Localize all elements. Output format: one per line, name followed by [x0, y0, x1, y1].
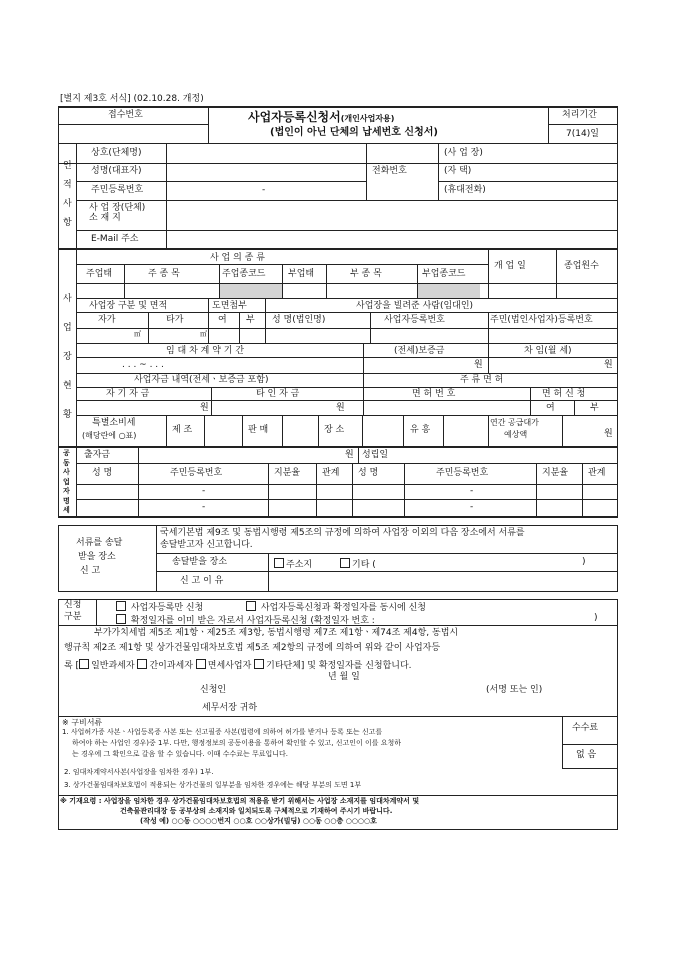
sub-code-shade: [418, 283, 480, 298]
resident-number-separator: -: [262, 185, 266, 195]
place-label: 장 소: [324, 425, 345, 435]
divider: [204, 415, 205, 446]
application-date: 년 월 일: [328, 672, 360, 682]
divider: [148, 312, 149, 343]
funds-header: 사업자금 내역(전세ㆍ보증금 포함): [134, 375, 269, 385]
divider: [58, 124, 208, 125]
divider: [239, 312, 240, 343]
address-option[interactable]: 주소지: [274, 558, 312, 570]
divider: [562, 716, 563, 768]
main-type-label: 주업태: [86, 269, 113, 279]
excise-label-line1: 특별소비세: [92, 418, 136, 428]
business-type-header: 사 업 의 종 류: [210, 253, 265, 263]
application-body-line3: 록 [ 일반과세자 간이과세자 면세사업자 기타단체] 및 확정일자를 신청합니다.: [64, 661, 412, 671]
license-number-label: 면 허 번 호: [412, 389, 456, 399]
checkbox-icon[interactable]: [254, 659, 264, 669]
title-suffix: (개인사업자용): [340, 114, 395, 123]
divider: [76, 143, 77, 248]
application-body-line1: 부가가치세법 제5조 제1항ㆍ제25조 제3항, 동법시행령 제7조 제1항ㆍ제74조 제4항, 동법시: [94, 628, 459, 638]
other-close-paren: ): [582, 557, 586, 567]
form-number-label: [별지 제3호 서식] (02.10.28. 개정): [60, 94, 204, 104]
partner-name-label: 성 명: [92, 468, 113, 478]
sale-label: 판 매: [248, 425, 269, 435]
divider: [58, 516, 618, 518]
application-body-line2: 행규칙 제2조 제1항 및 상가건물임대차보호법 제5조 제2항의 규정에 의하여 위와 같이 사업자등: [64, 643, 441, 653]
document-item1-line1: 1. 사업허가증 사본ㆍ사업등록증 사본 또는 신고필증 사본(법령에 의하여 허가를 받거나 등록 또는 신고를: [62, 728, 383, 736]
resident-number-label: 주민등록번호: [91, 185, 144, 195]
divider: [282, 264, 283, 298]
employees-label: 종업원수: [564, 261, 599, 271]
lessor-bizno-label: 사업자등록번호: [384, 315, 445, 325]
fee-value: 없 음: [576, 750, 597, 760]
divider: [488, 343, 489, 373]
divider: [617, 248, 618, 446]
location-label-line2: 소 재 지: [89, 213, 121, 223]
divider: [265, 298, 266, 343]
divider: [76, 312, 618, 313]
partner-resno-label: 주민등록번호: [170, 468, 223, 478]
phone-home-label: (자 택): [444, 166, 472, 176]
main-code-shade: [220, 283, 282, 298]
divider: [548, 106, 549, 143]
divider: [58, 248, 618, 250]
personal-side-label: 인 적 사 항: [63, 161, 72, 228]
divider: [58, 143, 618, 144]
checkbox-icon[interactable]: [340, 558, 350, 568]
apply-type-label-line1: 신청: [64, 600, 82, 610]
divider: [438, 143, 439, 200]
divider: [530, 387, 531, 415]
partner-share-label-2: 지분율: [542, 468, 569, 478]
delivery-title-line3: 신 고: [80, 566, 101, 576]
rent-unit: 원: [604, 360, 613, 370]
instruction-note-line1: ※ 기재요령 : 사업장을 임차한 경우 상가건물임대차보호법의 적용을 받기 위해서는 사업장 소재지를 임대차계약서 및: [60, 797, 420, 805]
location-label-line1: 사 업 장(단체): [89, 203, 146, 213]
page-title: [248, 108, 394, 124]
checkbox-icon[interactable]: [274, 558, 284, 568]
lessor-name-label: 성 명(법인명): [272, 315, 326, 325]
divider: [363, 373, 364, 415]
divider: [208, 106, 209, 143]
supply-label-line2: 예상액: [504, 430, 528, 439]
divider: [58, 716, 59, 829]
other-label: 타가: [166, 315, 184, 325]
other-funds-unit: 원: [336, 403, 345, 413]
divider: [316, 463, 317, 516]
divider: [403, 415, 404, 446]
delivery-notice-line1: 국세기본법 제9조 및 동법시행령 제5조의 규정에 의하여 사업장 이외의 다음 장소에서 서류를: [160, 528, 525, 538]
lease-period-label: 임 대 차 계 약 기 간: [166, 346, 245, 356]
establishment-date-label: 성립일: [362, 450, 389, 460]
dash: -: [470, 486, 474, 496]
divider: [362, 415, 363, 446]
divider: [617, 446, 618, 516]
own-area-unit: ㎡: [134, 330, 141, 338]
divider: [556, 248, 557, 298]
floor-plan-yes: 여: [218, 315, 227, 325]
license-apply-no: 부: [590, 403, 599, 413]
supply-label-line1: 연간 공급대가: [490, 418, 539, 427]
divider: [76, 283, 618, 284]
divider: [58, 106, 59, 143]
date-number-close-paren: ): [594, 613, 598, 623]
divider: [58, 795, 618, 796]
divider: [617, 599, 618, 716]
divider: [370, 312, 371, 343]
divider: [58, 248, 59, 446]
divider: [417, 264, 418, 298]
partner-relation-label: 관계: [322, 468, 340, 478]
receipt-number-label: 접수번호: [108, 110, 143, 120]
addressee: 세무서장 귀하: [202, 703, 258, 713]
partner-resno-label-2: 주민등록번호: [436, 468, 489, 478]
apply-option-register-only[interactable]: 사업자등록만 신청: [116, 601, 203, 613]
divider: [76, 357, 618, 358]
divider: [124, 264, 125, 298]
divider: [76, 298, 618, 299]
deposit-label: (전세)보증금: [394, 346, 445, 356]
joint-side-label: 공 동 사 업 자 명 세: [63, 449, 70, 514]
partner-relation-label-2: 관계: [588, 468, 606, 478]
divider: [582, 463, 583, 516]
divider: [166, 415, 167, 446]
divider: [166, 143, 167, 248]
phone-business-label: (사 업 장): [444, 148, 483, 158]
delivery-notice-line2: 송달받고자 신고합니다.: [160, 540, 253, 550]
liquor-license-header: 주 류 면 허: [460, 375, 504, 385]
open-date-label: 개 업 일: [494, 261, 526, 271]
document-item1-line2: 하여야 하는 사업인 경우)중 1부. 다만, 행정정보의 공동이용을 통하여 확인할 수 있고, 신고인이 이를 요청하: [72, 739, 402, 747]
excise-label-line2: (해당란에 ○표): [82, 431, 137, 440]
divider: [562, 768, 618, 769]
divider: [358, 446, 359, 463]
divider: [562, 744, 618, 745]
lessor-resno-label: 주민(법인사업자)등록번호: [490, 315, 593, 325]
divider: [438, 181, 618, 182]
divider: [488, 312, 489, 343]
divider: [282, 415, 283, 446]
capital-unit: 원: [345, 450, 354, 460]
manufacture-label: 제 조: [172, 425, 193, 435]
applicant-label: 신청인: [200, 685, 227, 695]
divider: [211, 387, 212, 415]
divider: [76, 387, 618, 388]
divider: [488, 248, 489, 298]
checkbox-icon[interactable]: [116, 614, 126, 624]
phone-label: 전화번호: [372, 166, 407, 176]
page-subtitle: (법인이 아닌 단체의 납세번호 신청서): [270, 127, 438, 138]
document-item3: 3. 상가건물임대차보호법이 적용되는 상가건물의 일부분을 임차한 경우에는 해당 부분의 도면 1부: [64, 781, 362, 789]
checkbox-icon[interactable]: [246, 601, 256, 611]
floor-plan-label: 도면첨부: [212, 301, 247, 311]
phone-mobile-label: (휴대전화): [444, 185, 486, 195]
title-main: 사업자등록신청서: [248, 110, 341, 124]
delivery-title-line2: 받을 장소: [78, 552, 116, 562]
reason-label: 신 고 이 유: [180, 576, 224, 586]
divider: [58, 599, 618, 600]
other-option[interactable]: 기타 (: [340, 558, 376, 570]
divider: [76, 373, 618, 374]
document-item1-line3: 는 경우에 그 확인으로 갈음 할 수 있습니다. 이때 수수료는 무료입니다.: [72, 750, 289, 758]
partner-share-label: 지분율: [274, 468, 301, 478]
main-item-label: 주 종 목: [148, 269, 180, 279]
divider: [438, 163, 618, 164]
business-side-label: 사 업 장 현 황: [63, 294, 72, 420]
fee-label: 수수료: [572, 723, 599, 733]
divider: [156, 571, 618, 572]
divider: [76, 415, 618, 416]
divider: [76, 230, 618, 231]
checkbox-icon[interactable]: [137, 659, 147, 669]
delivery-title-line1: 서류를 송달: [76, 538, 123, 548]
sub-item-label: 부 종 목: [350, 269, 382, 279]
dash: -: [470, 502, 474, 512]
divider: [242, 415, 243, 446]
divider: [548, 124, 618, 125]
sub-code-label: 부업종코드: [422, 269, 466, 279]
divider: [58, 591, 618, 592]
divider: [617, 716, 618, 829]
divider: [326, 264, 327, 298]
divider: [76, 200, 618, 201]
checkbox-icon[interactable]: [116, 601, 126, 611]
lease-period-value: . . . ~ . . .: [122, 360, 164, 370]
partner-name-label-2: 성 명: [358, 468, 379, 478]
dash: -: [202, 486, 206, 496]
main-code-label: 주업종코드: [222, 269, 266, 279]
document-item2: 2. 임대차계약서사본(사업장을 임차한 경우) 1부.: [64, 768, 214, 776]
other-area-unit: ㎡: [200, 330, 207, 338]
divider: [574, 400, 575, 415]
processing-period-label: 처리기간: [562, 110, 597, 120]
divider: [76, 328, 618, 329]
own-label: 자가: [98, 315, 116, 325]
apply-option-date-received[interactable]: 확정일자를 이미 받은 자로서 사업자등록신청 (확정일자 번호 :: [116, 614, 375, 626]
divider: [318, 415, 319, 446]
dash: -: [202, 502, 206, 512]
divider: [76, 343, 618, 344]
divider: [58, 525, 618, 526]
license-apply-label: 면 허 신 청: [542, 389, 586, 399]
sub-type-label: 부업태: [288, 269, 315, 279]
divider: [76, 181, 366, 182]
divider: [76, 248, 77, 446]
divider: [58, 525, 59, 591]
divider: [536, 463, 537, 516]
signature-label: (서명 또는 인): [486, 685, 543, 695]
other-funds-label: 타 인 자 금: [256, 389, 300, 399]
divider: [58, 446, 59, 516]
deposit-unit: 원: [474, 360, 483, 370]
apply-type-label-line2: 구분: [64, 612, 82, 622]
divider: [96, 599, 97, 625]
divider: [156, 525, 157, 591]
divider: [58, 143, 59, 248]
divider: [352, 463, 353, 516]
divider: [443, 415, 444, 446]
divider: [363, 343, 364, 373]
divider: [58, 599, 59, 716]
divider: [366, 143, 367, 200]
divider: [156, 553, 618, 554]
divider: [562, 415, 563, 446]
email-label: E-Mail 주소: [91, 234, 139, 244]
capital-label: 출자금: [84, 450, 111, 460]
business-name-label: 상호(단체명): [91, 148, 142, 158]
divider: [219, 264, 220, 298]
instruction-note-line2: 건축물관리대장 등 공부상의 소재지와 일치되도록 구체적으로 기재하여 주시기 바랍니다.: [120, 807, 393, 815]
apply-option-register-and-date[interactable]: 사업자등록신청과 확정일자를 동시에 신청: [246, 601, 426, 613]
area-header: 사업장 구분 및 면적: [89, 301, 168, 311]
license-apply-yes: 여: [546, 403, 555, 413]
divider: [138, 446, 139, 516]
entertainment-label: 유 흥: [410, 425, 431, 435]
divider: [58, 829, 618, 830]
divider: [617, 106, 618, 143]
divider: [268, 463, 269, 516]
divider: [58, 716, 618, 717]
divider: [617, 525, 618, 591]
own-funds-label: 자 기 자 금: [106, 389, 150, 399]
processing-days: 7(14)일: [566, 129, 599, 139]
divider: [268, 553, 269, 591]
divider: [404, 463, 405, 516]
lessor-header: 사업장을 빌려준 사람(임대인): [356, 301, 474, 311]
divider: [76, 446, 77, 516]
supply-unit: 원: [604, 429, 613, 439]
checkbox-icon[interactable]: [79, 659, 89, 669]
checkbox-icon[interactable]: [196, 659, 206, 669]
documents-title: ※ 구비서류: [62, 718, 103, 727]
instruction-example: (작성 예) ○○동 ○○○○번지 ○○호 ○○상가(빌딩) ○○동 ○○층 ○○○○호: [140, 817, 377, 825]
divider: [617, 143, 618, 248]
rent-label: 차 임(월 세): [524, 346, 572, 356]
divider: [58, 446, 618, 448]
delivery-place-label: 송달받을 장소: [172, 557, 228, 567]
divider: [208, 298, 209, 343]
divider: [488, 415, 489, 446]
representative-label: 성명(대표자): [91, 166, 142, 176]
floor-plan-no: 부: [246, 315, 255, 325]
own-funds-unit: 원: [200, 403, 209, 413]
